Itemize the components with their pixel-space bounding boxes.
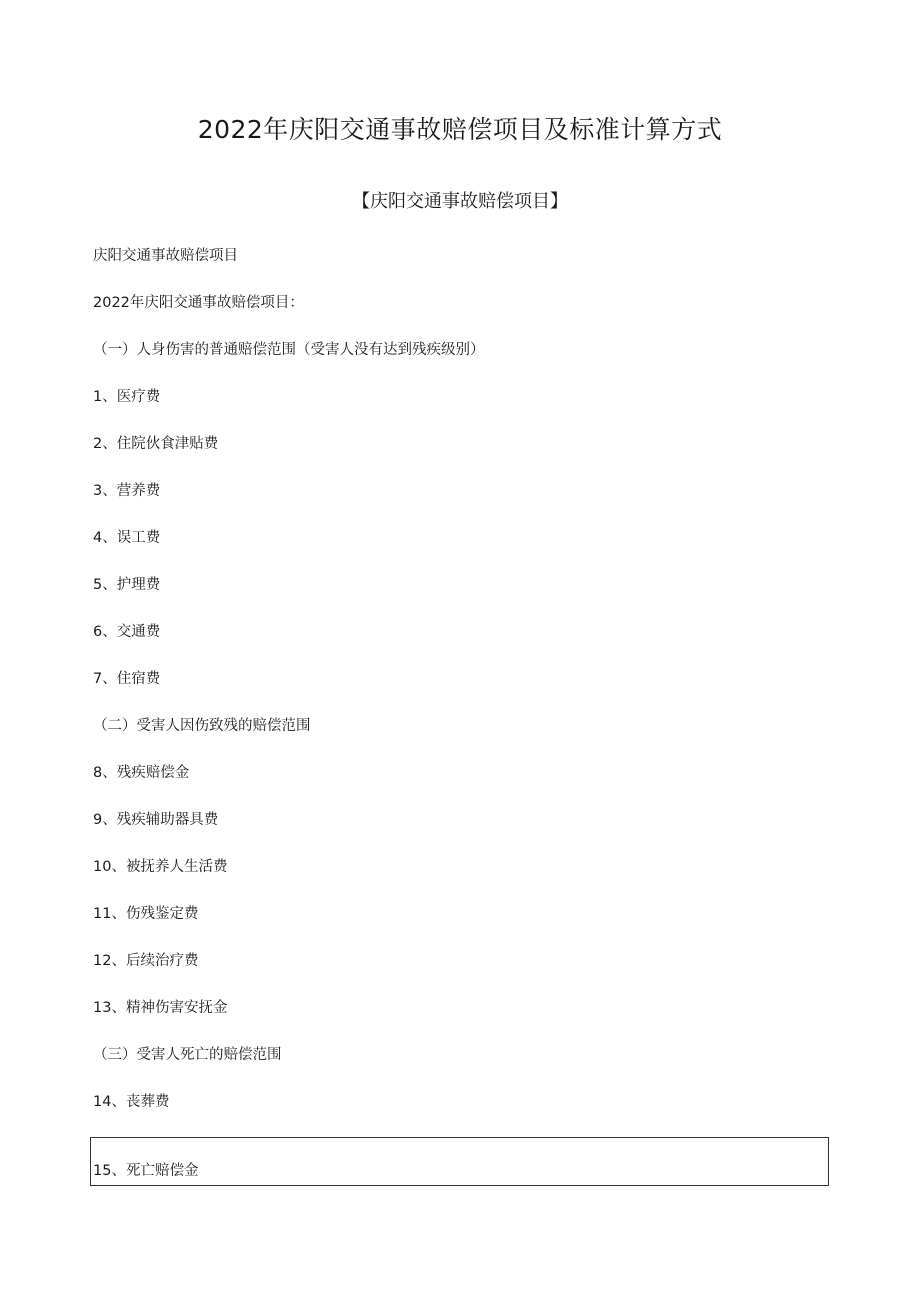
list-item: 6、交通费 [93, 624, 161, 640]
list-item: 13、精神伤害安抚金 [93, 1000, 228, 1016]
list-item: 12、后续治疗费 [93, 953, 199, 969]
list-item: 2、住院伙食津贴费 [93, 436, 219, 452]
list-item: 8、残疾赔偿金 [93, 765, 190, 781]
list-item: 10、被抚养人生活费 [93, 859, 228, 875]
list-item: 3、营养费 [93, 483, 161, 499]
section-heading: 【庆阳交通事故赔偿项目】 [352, 191, 568, 212]
paragraph-list-heading: 2022年庆阳交通事故赔偿项目： [93, 295, 304, 311]
category-heading-1: （一）人身伤害的普通赔偿范围（受害人没有达到残疾级别） [93, 342, 485, 358]
paragraph-intro: 庆阳交通事故赔偿项目 [93, 248, 238, 264]
document-title: 2022年庆阳交通事故赔偿项目及标准计算方式 [197, 115, 723, 144]
category-heading-2: （二）受害人因伤致残的赔偿范围 [93, 718, 311, 734]
bordered-list-item-box [90, 1137, 829, 1186]
list-item: 1、医疗费 [93, 389, 161, 405]
list-item: 5、护理费 [93, 577, 161, 593]
list-item: 14、丧葬费 [93, 1094, 170, 1110]
list-item: 11、伤残鉴定费 [93, 906, 199, 922]
list-item: 7、住宿费 [93, 671, 161, 687]
category-heading-3: （三）受害人死亡的赔偿范围 [93, 1047, 282, 1063]
list-item: 9、残疾辅助器具费 [93, 812, 219, 828]
list-item: 4、误工费 [93, 530, 161, 546]
list-item: 15、死亡赔偿金 [93, 1163, 199, 1179]
